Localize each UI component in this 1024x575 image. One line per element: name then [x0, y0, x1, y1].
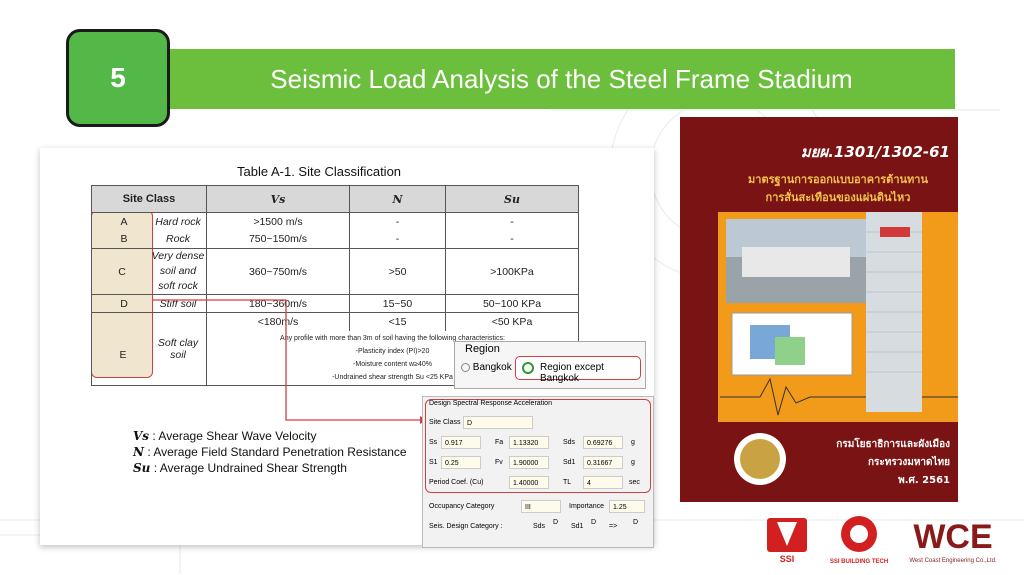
arrow-text: =>	[609, 523, 618, 530]
occupancy-label: Occupancy Category	[429, 503, 495, 510]
ss-select[interactable]: 0.917	[441, 436, 481, 449]
s1-select[interactable]: 0.25	[441, 456, 481, 469]
slide-number: 5	[66, 29, 170, 127]
header-n: N	[350, 186, 446, 213]
sd1-field[interactable]: 0.31667	[583, 456, 623, 469]
n-d: 15~50	[350, 295, 446, 313]
final-category: D	[633, 519, 639, 526]
vs-b: 750~150m/s	[207, 231, 350, 249]
tl-field[interactable]: 4	[583, 476, 623, 489]
su-c: >100KPa	[446, 249, 579, 295]
wce-company-name: West Coast Engineering Co.,Ltd.	[909, 558, 997, 564]
vs-c: 360~750m/s	[207, 249, 350, 295]
note-line: -Moisture content w≥40%	[353, 360, 432, 368]
header-site-class: Site Class	[92, 186, 207, 213]
note-line: -Plasticity index (PI)>20	[355, 347, 430, 355]
fv-field[interactable]: 1.90000	[509, 456, 549, 469]
n-b: -	[350, 231, 446, 249]
book-title-1: มาตรฐานการออกแบบอาคารต้านทาน	[748, 173, 928, 186]
s1-label: S1	[429, 459, 438, 466]
n-a: -	[350, 213, 446, 231]
importance-select[interactable]: 1.25	[609, 500, 645, 513]
radio-icon	[461, 363, 470, 372]
sd1-category: D	[591, 519, 597, 526]
ss-label: Ss	[429, 439, 438, 446]
period-label: Period Coef. (Cu)	[429, 479, 484, 486]
logo-strip	[765, 510, 1005, 570]
desc-d: Stiff soil	[159, 297, 197, 310]
region-bangkok[interactable]	[461, 362, 512, 373]
sds-cat-label: Sds	[533, 523, 546, 530]
ssi-logo-text: SSI	[779, 554, 795, 564]
importance-label: Importance	[569, 503, 605, 510]
n-e: <15	[350, 313, 446, 331]
su-b: -	[446, 231, 579, 249]
region-except-bangkok-label: Region except Bangkok	[540, 362, 604, 384]
code-book-cover	[680, 117, 958, 502]
tl-label: TL	[563, 479, 572, 486]
vs-a: >1500 m/s	[207, 213, 350, 231]
fv-label: Fv	[495, 459, 503, 466]
site-class-label: Site Class	[429, 419, 461, 426]
note-line: -Undrained shear strength Su <25 KPa	[332, 373, 453, 381]
seismic-category-label: Seis. Design Category :	[429, 523, 503, 530]
slide-title: Seismic Load Analysis of the Steel Frame Stadium	[168, 49, 955, 109]
su-d: 50~100 KPa	[446, 295, 579, 313]
legend	[133, 428, 407, 476]
legend-text: : Average Shear Wave Velocity	[152, 429, 317, 443]
book-dept-2: กระทรวงมหาดไทย	[867, 457, 950, 468]
book-dept-1: กรมโยธาธิการและผังเมือง	[836, 439, 950, 450]
site-classification-panel	[40, 148, 654, 545]
site-class-select[interactable]: D	[463, 416, 533, 429]
desc-c: Very dense soil and soft rock	[151, 250, 205, 292]
region-group	[454, 341, 646, 389]
fa-field[interactable]: 1.13320	[509, 436, 549, 449]
ssi-building-tech-text: SSI BUILDING TECH	[829, 559, 889, 565]
unit-g: g	[631, 439, 635, 446]
radio-selected-icon	[522, 362, 534, 374]
class-c: C	[118, 265, 126, 278]
wce-logo-text: WCE	[913, 518, 993, 556]
period-field[interactable]: 1.40000	[509, 476, 549, 489]
desc-e: Soft clay soil	[157, 336, 199, 361]
book-code: มยผ.1301/1302-61	[800, 143, 950, 161]
design-spectral-panel	[422, 396, 654, 548]
class-b: B	[120, 233, 128, 246]
n-c: >50	[350, 249, 446, 295]
book-year: พ.ศ. 2561	[898, 475, 950, 486]
sds-field[interactable]: 0.69276	[583, 436, 623, 449]
class-d: D	[120, 297, 128, 310]
su-e: <50 KPa	[446, 313, 579, 331]
legend-symbol: Su	[133, 461, 151, 475]
desc-b: Rock	[166, 233, 190, 246]
book-title-2: การสั่นสะเทือนของแผ่นดินไหว	[765, 191, 911, 204]
su-a: -	[446, 213, 579, 231]
fa-label: Fa	[495, 439, 504, 446]
legend-symbol: Vs	[133, 429, 150, 443]
legend-text: : Average Undrained Shear Strength	[153, 461, 347, 475]
desc-a: Hard rock	[155, 215, 201, 228]
dsra-title: Design Spectral Response Acceleration	[429, 400, 552, 407]
company-logos	[765, 510, 1005, 570]
legend-symbol: N	[133, 445, 144, 459]
header-vs: Vs	[207, 186, 350, 213]
region-bangkok-label: Bangkok	[472, 362, 512, 373]
legend-text: : Average Field Standard Penetration Resistance	[147, 445, 407, 459]
vs-e: <180m/s	[207, 313, 350, 331]
vs-d: 180~360m/s	[207, 295, 350, 313]
note-line: Any profile with more than 3m of soil having the following characteristics:	[280, 334, 505, 342]
region-title: Region	[465, 343, 500, 355]
table-title: Table A-1. Site Classification	[237, 164, 402, 179]
class-a: A	[120, 215, 128, 228]
class-e: E	[119, 348, 127, 361]
sd1-label: Sd1	[563, 459, 576, 466]
book-cover-image	[680, 117, 958, 502]
header-su: Su	[446, 186, 579, 213]
sds-category: D	[553, 519, 559, 526]
unit-g: g	[631, 459, 635, 466]
region-except-bangkok[interactable]	[515, 356, 641, 384]
occupancy-select[interactable]: III	[521, 500, 561, 513]
sds-label: Sds	[563, 439, 576, 446]
sd1-cat-label: Sd1	[571, 523, 584, 530]
unit-sec: sec	[629, 479, 640, 486]
